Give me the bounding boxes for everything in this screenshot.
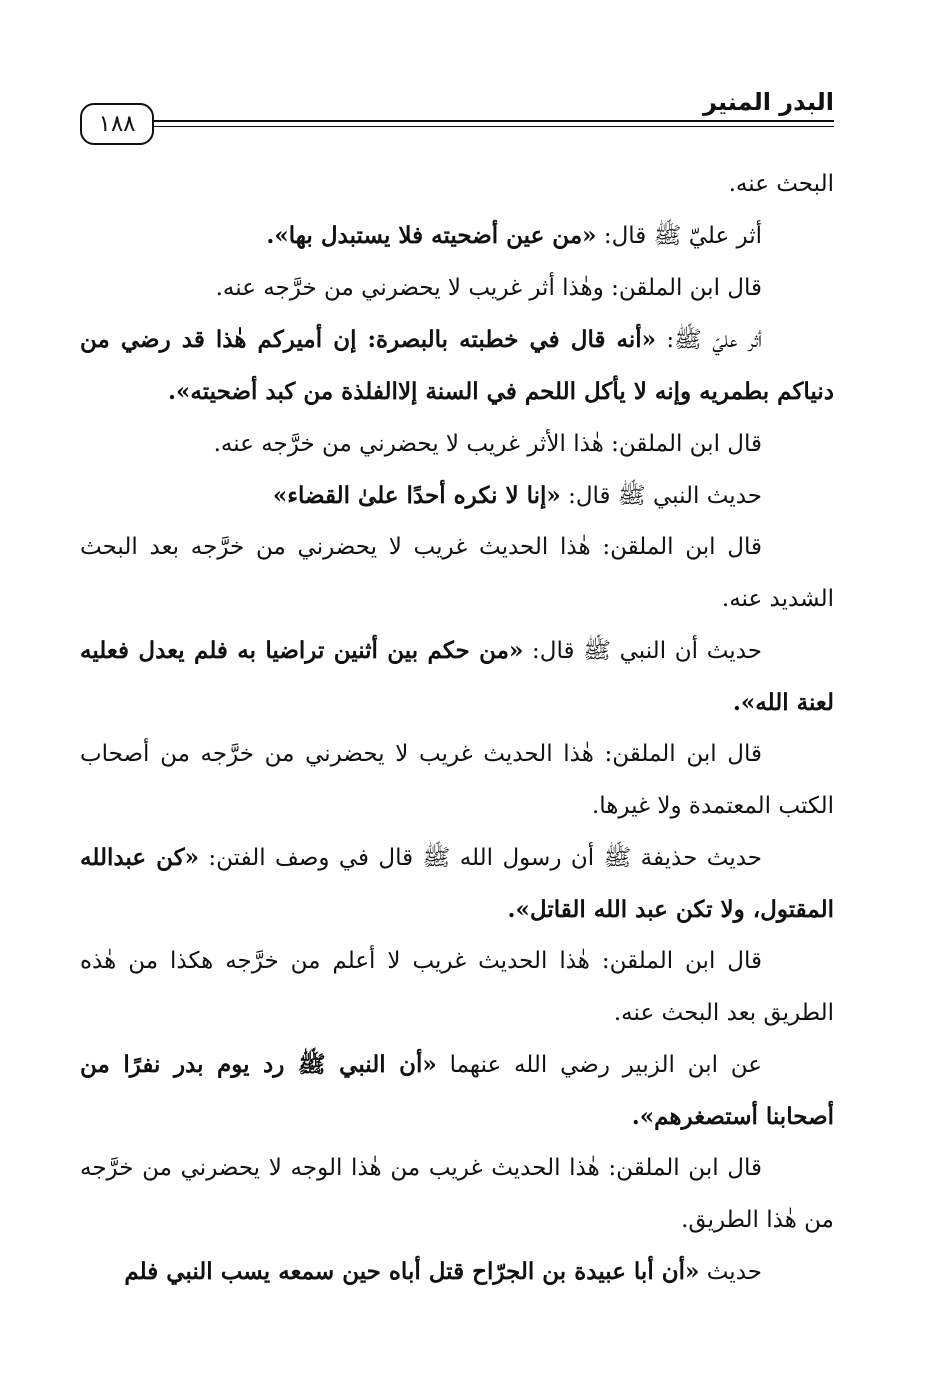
paragraph-text: حديث النبي ﷺ قال: — [560, 483, 762, 509]
paragraph-text: قال ابن الملقن: هٰذا الحديث غريب لا يحضرني من خرَّجه بعد البحث الشديد عنه. — [80, 534, 834, 612]
paragraph-1 — [80, 158, 834, 210]
paragraph-12 — [80, 1039, 834, 1143]
paragraph-11 — [80, 936, 834, 1039]
paragraph-text: قال ابن الملقن: هٰذا الحديث غريب لا يحضرني من خرَّجه من أصحاب الكتب المعتمدة ولا غيرها. — [80, 741, 834, 819]
quoted-text: «أنه قال في خطبته بالبصرة: إن أميركم هٰذا قد رضي من دنياكم بطمريه وإنه لا يأكل اللحم في السنة إلاالفلذة من كبد أضحيته». — [80, 326, 834, 405]
paragraph-text: قال ابن الملقن: هٰذا الحديث غريب من هٰذا الوجه لا يحضرني من خرَّجه من هٰذا الطريق. — [80, 1155, 834, 1233]
book-title: البدر المنير — [703, 88, 834, 116]
paragraph-text: قال ابن الملقن: هٰذا الحديث غريب لا أعلم من خرَّجه هكذا من هٰذه الطريق بعد البحث عنه. — [80, 948, 834, 1026]
paragraph-4 — [80, 314, 834, 418]
paragraph-8 — [80, 625, 834, 729]
paragraph-text: حديث — [699, 1259, 762, 1285]
paragraph-text: حديث حذيفة ﷺ أن رسول الله ﷺ قال في وصف الفتن: — [199, 845, 763, 871]
quoted-text: «أن النبي ﷺ رد يوم بدر نفرًا من أصحابنا أستصغرهم». — [80, 1051, 834, 1130]
paragraph-5 — [80, 418, 834, 470]
quoted-text: «إنا لا نكره أحدًا علىٰ القضاء» — [272, 482, 561, 509]
header-rule-thick — [148, 120, 834, 122]
quoted-text: «من عين أضحيته فلا يستبدل بها». — [266, 222, 597, 249]
paragraph-9 — [80, 729, 834, 832]
page-body — [80, 158, 834, 1298]
header-rule-thin — [148, 126, 834, 127]
running-header — [80, 80, 834, 150]
paragraph-text: عن ابن الزبير رضي الله عنهما — [436, 1052, 762, 1078]
paragraph-2 — [80, 210, 834, 262]
paragraph-text: البحث عنه. — [728, 171, 834, 197]
paragraph-text: أثر عليّ ﷺ قال: — [596, 223, 762, 249]
quoted-text: «كن عبدالله المقتول، ولا تكن عبد الله القاتل». — [80, 844, 834, 923]
page-number: ١٨٨ — [80, 103, 154, 145]
paragraph-6 — [80, 470, 834, 522]
paragraph-14 — [80, 1246, 834, 1298]
paragraph-text: حديث أن النبي ﷺ قال: — [523, 638, 762, 664]
paragraph-text: أثر عليّ ﷺ: — [656, 327, 762, 353]
paragraph-7 — [80, 522, 834, 625]
paragraph-text: قال ابن الملقن: هٰذا الأثر غريب لا يحضرني من خرَّجه عنه. — [213, 431, 762, 457]
quoted-text: «من حكم بين أثنين تراضيا به فلم يعدل فعليه لعنة الله». — [80, 637, 834, 716]
paragraph-13 — [80, 1143, 834, 1246]
paragraph-text: قال ابن الملقن: وهٰذا أثر غريب لا يحضرني من خرَّجه عنه. — [215, 275, 762, 301]
quoted-text: «أن أبا عبيدة بن الجرّاح قتل أباه حين سمعه يسب النبي فلم — [124, 1258, 700, 1285]
paragraph-3 — [80, 262, 834, 314]
paragraph-10 — [80, 832, 834, 936]
